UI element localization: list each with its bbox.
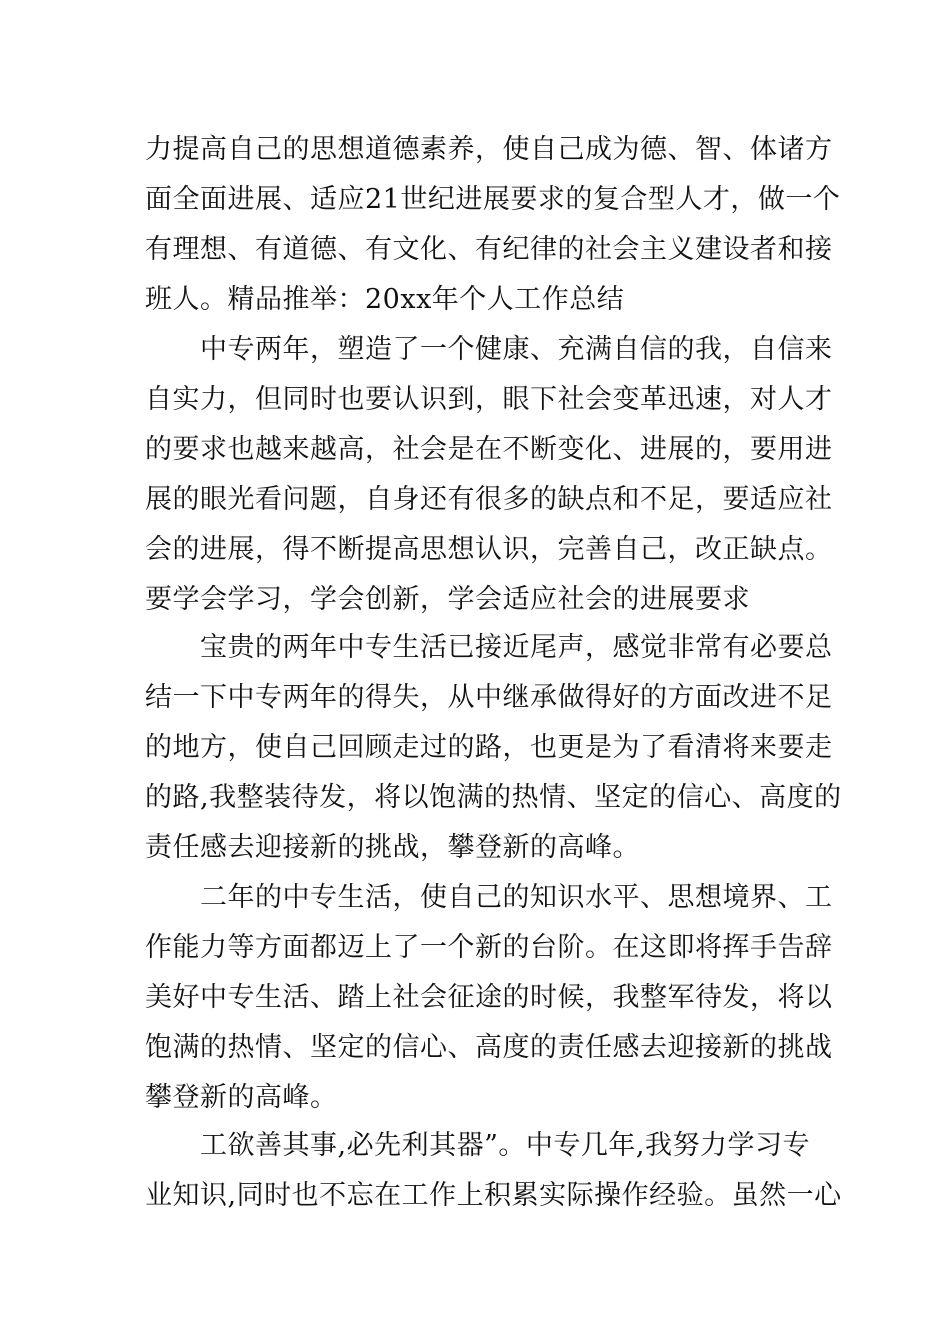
text-line: 面全面进展、适应21世纪进展要求的复合型人才，做一个 [145, 184, 841, 215]
text-line: 饱满的热情、坚定的信心、高度的责任感去迎接新的挑战 [145, 1032, 833, 1063]
text-line: 作能力等方面都迈上了一个新的台阶。在这即将挥手告辞 [145, 932, 833, 963]
text-line: 的路,我整装待发，将以饱满的热情、坚定的信心、高度的 [145, 782, 842, 813]
text-line: 自实力，但同时也要认识到，眼下社会变革迅速，对人才 [145, 384, 833, 415]
text-line: 结一下中专两年的得失，从中继承做得好的方面改进不足 [145, 682, 833, 713]
text-line: 展的眼光看问题，自身还有很多的缺点和不足，要适应社 [145, 484, 833, 515]
paragraph-first-line: 宝贵的两年中专生活已接近尾声，感觉非常有必要总 [200, 632, 833, 663]
text-line: 攀登新的高峰。 [145, 1082, 338, 1113]
text-line: 美好中专生活、踏上社会征途的时候，我整军待发，将以 [145, 982, 833, 1013]
text-line: 责任感去迎接新的挑战，攀登新的高峰。 [145, 832, 640, 863]
text-line: 的地方，使自己回顾走过的路，也更是为了看清将来要走 [145, 732, 833, 763]
text-line: 会的进展，得不断提高思想认识，完善自己，改正缺点。 [145, 534, 833, 565]
paragraph-first-line: 二年的中专生活，使自己的知识水平、思想境界、工 [200, 882, 833, 913]
text-line: 有理想、有道德、有文化、有纪律的社会主义建设者和接 [145, 234, 833, 265]
text-line: 力提高自己的思想道德素养，使自己成为德、智、体诸方 [145, 134, 833, 165]
text-line: 的要求也越来越高，社会是在不断变化、进展的，要用进 [145, 434, 833, 465]
text-line: 班人。精品推举：20xx年个人工作总结 [145, 284, 625, 315]
text-line: 业知识,同时也不忘在工作上积累实际操作经验。虽然一心 [145, 1180, 842, 1211]
paragraph-first-line: 中专两年，塑造了一个健康、充满自信的我，自信来 [200, 334, 833, 365]
text-line: 要学会学习，学会创新，学会适应社会的进展要求 [145, 584, 750, 615]
paragraph-first-line: 工欲善其事,必先利其器”。中专几年,我努力学习专 [200, 1130, 810, 1161]
